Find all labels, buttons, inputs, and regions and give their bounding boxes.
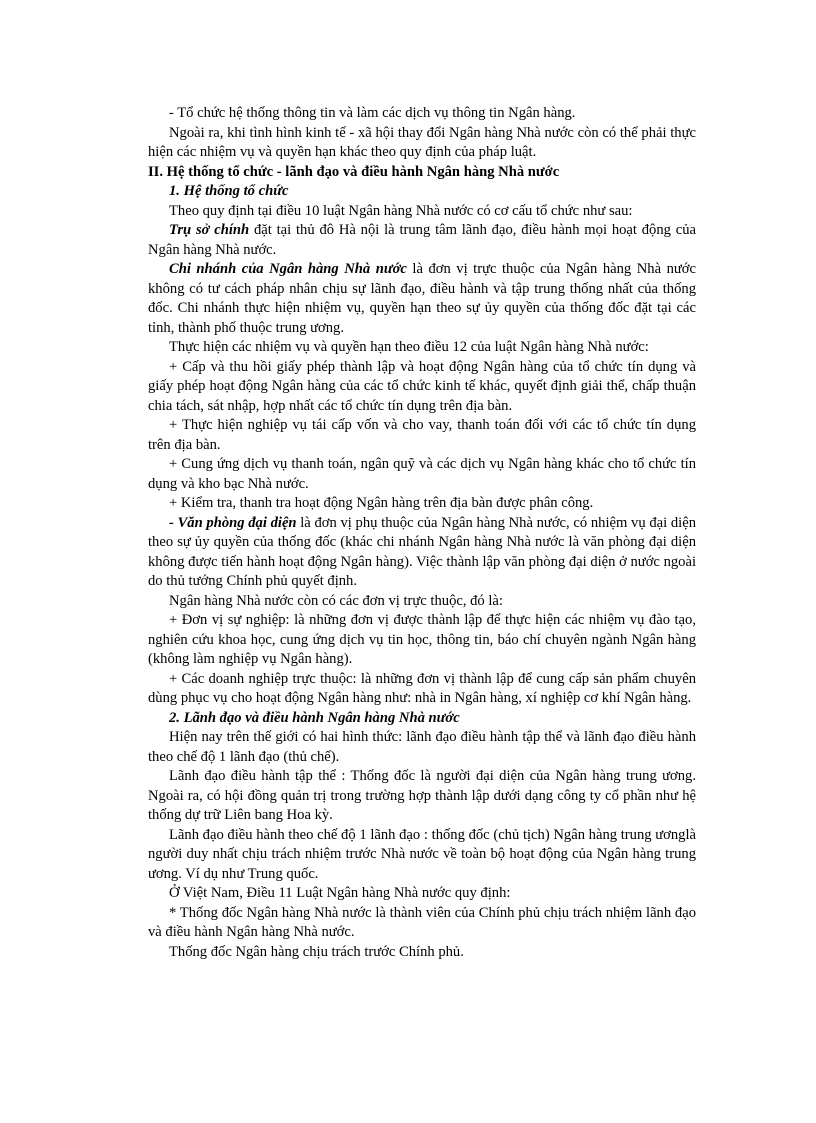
paragraph-branch <box>148 260 696 338</box>
bullet-payment-services: + Cung ứng dịch vụ thanh toán, ngân quỹ và các dịch vụ Ngân hàng khác cho tổ chức tín dụng và kho bạc Nhà nước. <box>148 456 696 492</box>
paragraph-headquarters <box>148 221 696 260</box>
bullet-public-service-units: + Đơn vị sự nghiệp: là những đơn vị được thành lập để thực hiện các nhiệm vụ đào tạo, nghiên cứu khoa học, cung ứng dịch vụ tin học, thông tin, báo chí chuyên ngành Ngân hàng (không làm nghiệp vụ Ngân hàng). <box>148 612 696 667</box>
paragraph-collective-leadership: Lãnh đạo điều hành tập thể : Thống đốc là người đại diện của Ngân hàng trung ương. Ngoài ra, có hội đồng quản trị trong trường hợp thành lập dưới dạng công ty cổ phần như hệ thống dự trữ Liên bang Hoa kỳ. <box>148 768 696 823</box>
paragraph-affiliated-units: Ngân hàng Nhà nước còn có các đơn vị trực thuộc, đó là: <box>169 592 503 609</box>
paragraph-other-duties: Ngoài ra, khi tình hình kinh tế - xã hội thay đổi Ngân hàng Nhà nước còn có thể phải thực hiện các nhiệm vụ và quyền hạn khác theo quy định của pháp luật. <box>148 124 696 160</box>
subheading-leadership: 2. Lãnh đạo và điều hành Ngân hàng Nhà nước <box>169 709 460 726</box>
bullet-inspection: + Kiểm tra, thanh tra hoạt động Ngân hàng trên địa bàn được phân công. <box>169 495 594 511</box>
document-body <box>148 104 696 962</box>
bullet-affiliated-enterprises: + Các doanh nghiệp trực thuộc: là những đơn vị thành lập để cung cấp sản phẩm chuyên dùng phục vụ cho hoạt động Ngân hàng như: nhà in Ngân hàng, xí nghiệp cơ khí Ngân hàng. <box>148 670 696 706</box>
paragraph-vietnam-article-11: Ở Việt Nam, Điều 11 Luật Ngân hàng Nhà nước quy định: <box>169 885 511 901</box>
paragraph-info-services: - Tổ chức hệ thống thông tin và làm các dịch vụ thông tin Ngân hàng. <box>169 105 576 121</box>
section-heading-organization: II. Hệ thống tổ chức - lãnh đạo và điều hành Ngân hàng Nhà nước <box>148 163 560 180</box>
paragraph-single-leadership: Lãnh đạo điều hành theo chế độ 1 lãnh đạo : thống đốc (chủ tịch) Ngân hàng trung ươnglà người duy nhất chịu trách nhiệm trước Nhà nước về toàn bộ hoạt động của Ngân hàng trung ương. Ví dụ như Trung quốc. <box>148 826 696 882</box>
term-branch: Chi nhánh của Ngân hàng Nhà nước <box>169 261 407 277</box>
paragraph-article-10: Theo quy định tại điều 10 luật Ngân hàng Nhà nước có cơ cấu tổ chức như sau: <box>169 202 633 219</box>
paragraph-representative-office <box>148 514 696 592</box>
bullet-licensing: + Cấp và thu hồi giấy phép thành lập và hoạt động Ngân hàng của tổ chức tín dụng và giấy phép hoạt động Ngân hàng của các tổ chức kinh tế khác, quyết định giải thể, chấp thuận chia tách, sát nhập, hợp nhất các tổ chức tín dụng trên địa bàn. <box>148 358 696 414</box>
term-headquarters: Trụ sở chính <box>169 222 250 238</box>
headquarters-description: đặt tại thủ đô Hà nội là trung tâm lãnh đạo, điều hành mọi hoạt động của Ngân hàng Nhà nước. <box>148 222 696 258</box>
paragraph-article-12: Thực hiện các nhiệm vụ và quyền hạn theo điều 12 của luật Ngân hàng Nhà nước: <box>169 339 649 355</box>
branch-description: là đơn vị trực thuộc của Ngân hàng Nhà nước không có tư cách pháp nhân chịu sự lãnh đạo, điều hành và tập trung thống nhất của thống đốc. Chi nhánh thực hiện nhiệm vụ, quyền hạn theo sự ủy quyền của thống đốc đặt tại các tỉnh, thành phố thuộc trung ương. <box>148 261 696 336</box>
paragraph-two-forms: Hiện nay trên thế giới có hai hình thức: lãnh đạo điều hành tập thể và lãnh đạo điều hành theo chế độ 1 lãnh đạo (thủ chế). <box>148 729 696 765</box>
representative-office-description: là đơn vị phụ thuộc của Ngân hàng Nhà nước, có nhiệm vụ đại diện theo sự ủy quyền của thống đốc (khác chi nhánh Ngân hàng Nhà nước là văn phòng đại diện không được tiến hành hoạt động Ngân hàng). Việc thành lập văn phòng đại diện ở nước ngoài do thủ tướng Chính phủ quyết định. <box>148 514 696 589</box>
term-representative-office: - Văn phòng đại diện <box>169 514 297 531</box>
bullet-refinancing: + Thực hiện nghiệp vụ tái cấp vốn và cho vay, thanh toán đối với các tổ chức tín dụng trên địa bàn. <box>148 417 696 453</box>
paragraph-governor-responsibility: Thống đốc Ngân hàng chịu trách trước Chính phủ. <box>169 943 464 960</box>
subheading-organization-system: 1. Hệ thống tổ chức <box>169 183 289 199</box>
paragraph-governor-member: * Thống đốc Ngân hàng Nhà nước là thành viên của Chính phủ chịu trách nhiệm lãnh đạo và điều hành Ngân hàng Nhà nước. <box>148 904 696 940</box>
